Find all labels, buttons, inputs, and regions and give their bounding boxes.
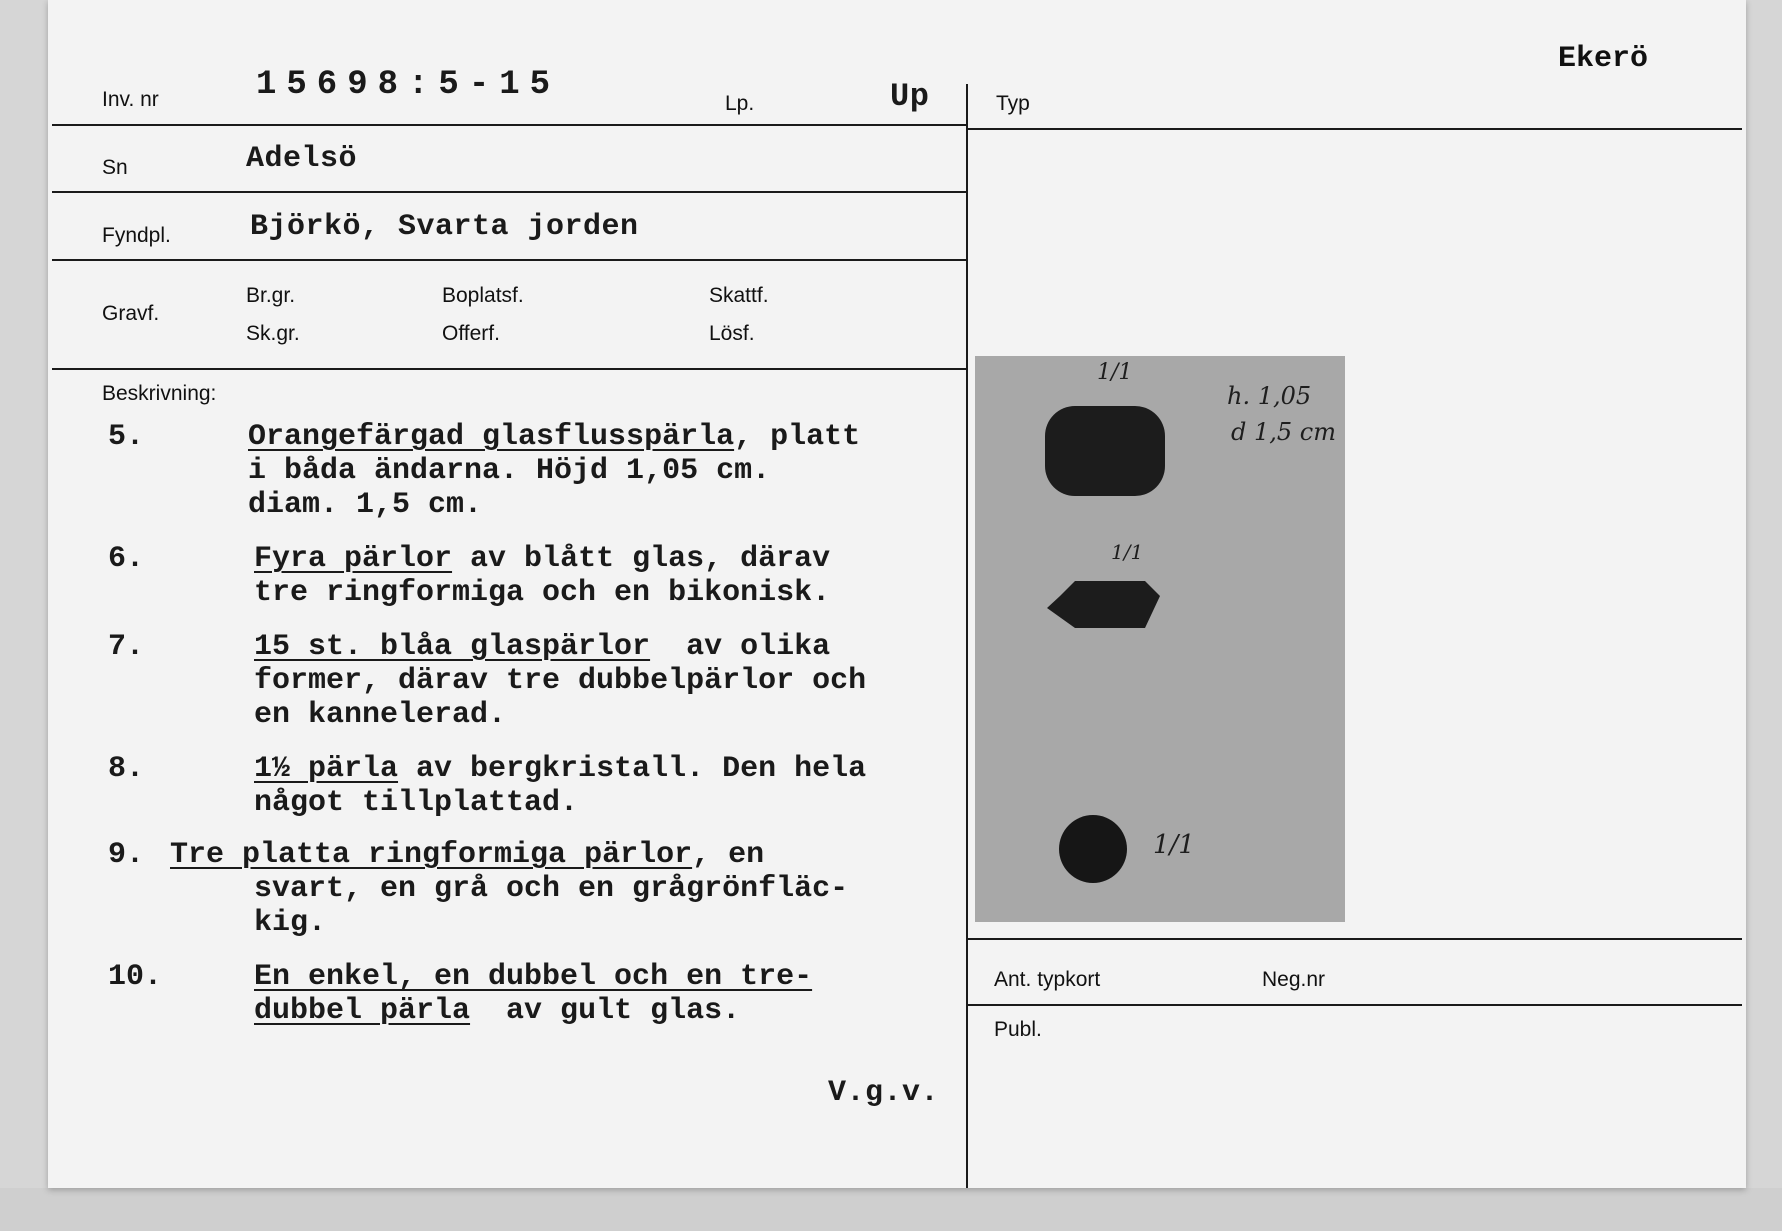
sn-label: Sn <box>102 156 128 179</box>
bead-orange <box>1045 406 1165 496</box>
entry-line: Orangefärgad glasflusspärla, platt <box>248 420 861 454</box>
scale-label-bottom: 1/1 <box>1153 830 1195 860</box>
lp-label: Lp. <box>725 92 755 115</box>
bead-ring <box>1059 815 1127 883</box>
offerf-label: Offerf. <box>442 322 500 345</box>
entry-number: 5. <box>108 420 145 454</box>
inv-nr-value: 15698:5-15 <box>256 66 561 104</box>
divider-gravf <box>52 368 968 370</box>
entry-line: Fyra pärlor av blått glas, därav <box>254 542 831 576</box>
entry-line: i båda ändarna. Höjd 1,05 cm. <box>248 454 771 488</box>
entry-line: något tillplattad. <box>254 786 579 820</box>
boplatsf-label: Boplatsf. <box>442 284 524 307</box>
fyndpl-label: Fyndpl. <box>102 224 171 247</box>
entry-line: 15 st. blåa glaspärlor av olika <box>254 630 831 664</box>
entry-number: 10. <box>108 960 163 994</box>
entry-line: former, därav tre dubbelpärlor och <box>254 664 867 698</box>
publ-label: Publ. <box>994 1018 1042 1041</box>
divider-inv <box>52 124 968 126</box>
neg-nr-label: Neg.nr <box>1262 968 1326 991</box>
typ-label: Typ <box>996 92 1030 115</box>
catalog-card <box>48 0 1746 1188</box>
entry-line: svart, en grå och en grågrönfläc- <box>254 872 849 906</box>
sk-gr-label: Sk.gr. <box>246 322 300 345</box>
entry-line: Tre platta ringformiga pärlor, en <box>170 838 765 872</box>
divider-typkort <box>968 938 1742 940</box>
scale-label-mid: 1/1 <box>1111 540 1144 564</box>
losf-label: Lösf. <box>709 322 755 345</box>
entry-line: En enkel, en dubbel och en tre- <box>254 960 813 994</box>
location-label: Ekerö <box>1558 42 1649 76</box>
vgv-note: V.g.v. <box>828 1076 940 1110</box>
entry-line: kig. <box>254 906 327 940</box>
divider-typ <box>968 128 1742 130</box>
entry-number: 9. <box>108 838 145 872</box>
entry-number: 6. <box>108 542 145 576</box>
attached-photo <box>975 356 1345 922</box>
entry-line: 1½ pärla av bergkristall. Den hela <box>254 752 867 786</box>
divider-sn <box>52 191 968 193</box>
inv-nr-label: Inv. nr <box>102 88 159 111</box>
note-diameter: d 1,5 cm <box>1231 418 1336 446</box>
divider-publ <box>968 1004 1742 1006</box>
ant-typkort-label: Ant. typkort <box>994 968 1101 991</box>
lp-value: Up <box>890 78 930 115</box>
scan-background <box>0 1188 1782 1231</box>
skattf-label: Skattf. <box>709 284 769 307</box>
entry-line: diam. 1,5 cm. <box>248 488 483 522</box>
br-gr-label: Br.gr. <box>246 284 296 307</box>
divider-fyndpl <box>52 259 968 261</box>
beskrivning-label: Beskrivning: <box>102 382 217 405</box>
note-height: h. 1,05 <box>1227 382 1312 410</box>
entry-number: 7. <box>108 630 145 664</box>
entry-line: en kannelerad. <box>254 698 507 732</box>
entry-number: 8. <box>108 752 145 786</box>
sn-value: Adelsö <box>246 142 358 176</box>
fyndpl-value: Björkö, Svarta jorden <box>250 210 639 244</box>
gravf-label: Gravf. <box>102 302 160 325</box>
entry-line: tre ringformiga och en bikonisk. <box>254 576 831 610</box>
entry-line: dubbel pärla av gult glas. <box>254 994 741 1028</box>
divider-vertical <box>966 84 968 1188</box>
scale-label-top: 1/1 <box>1097 360 1133 385</box>
